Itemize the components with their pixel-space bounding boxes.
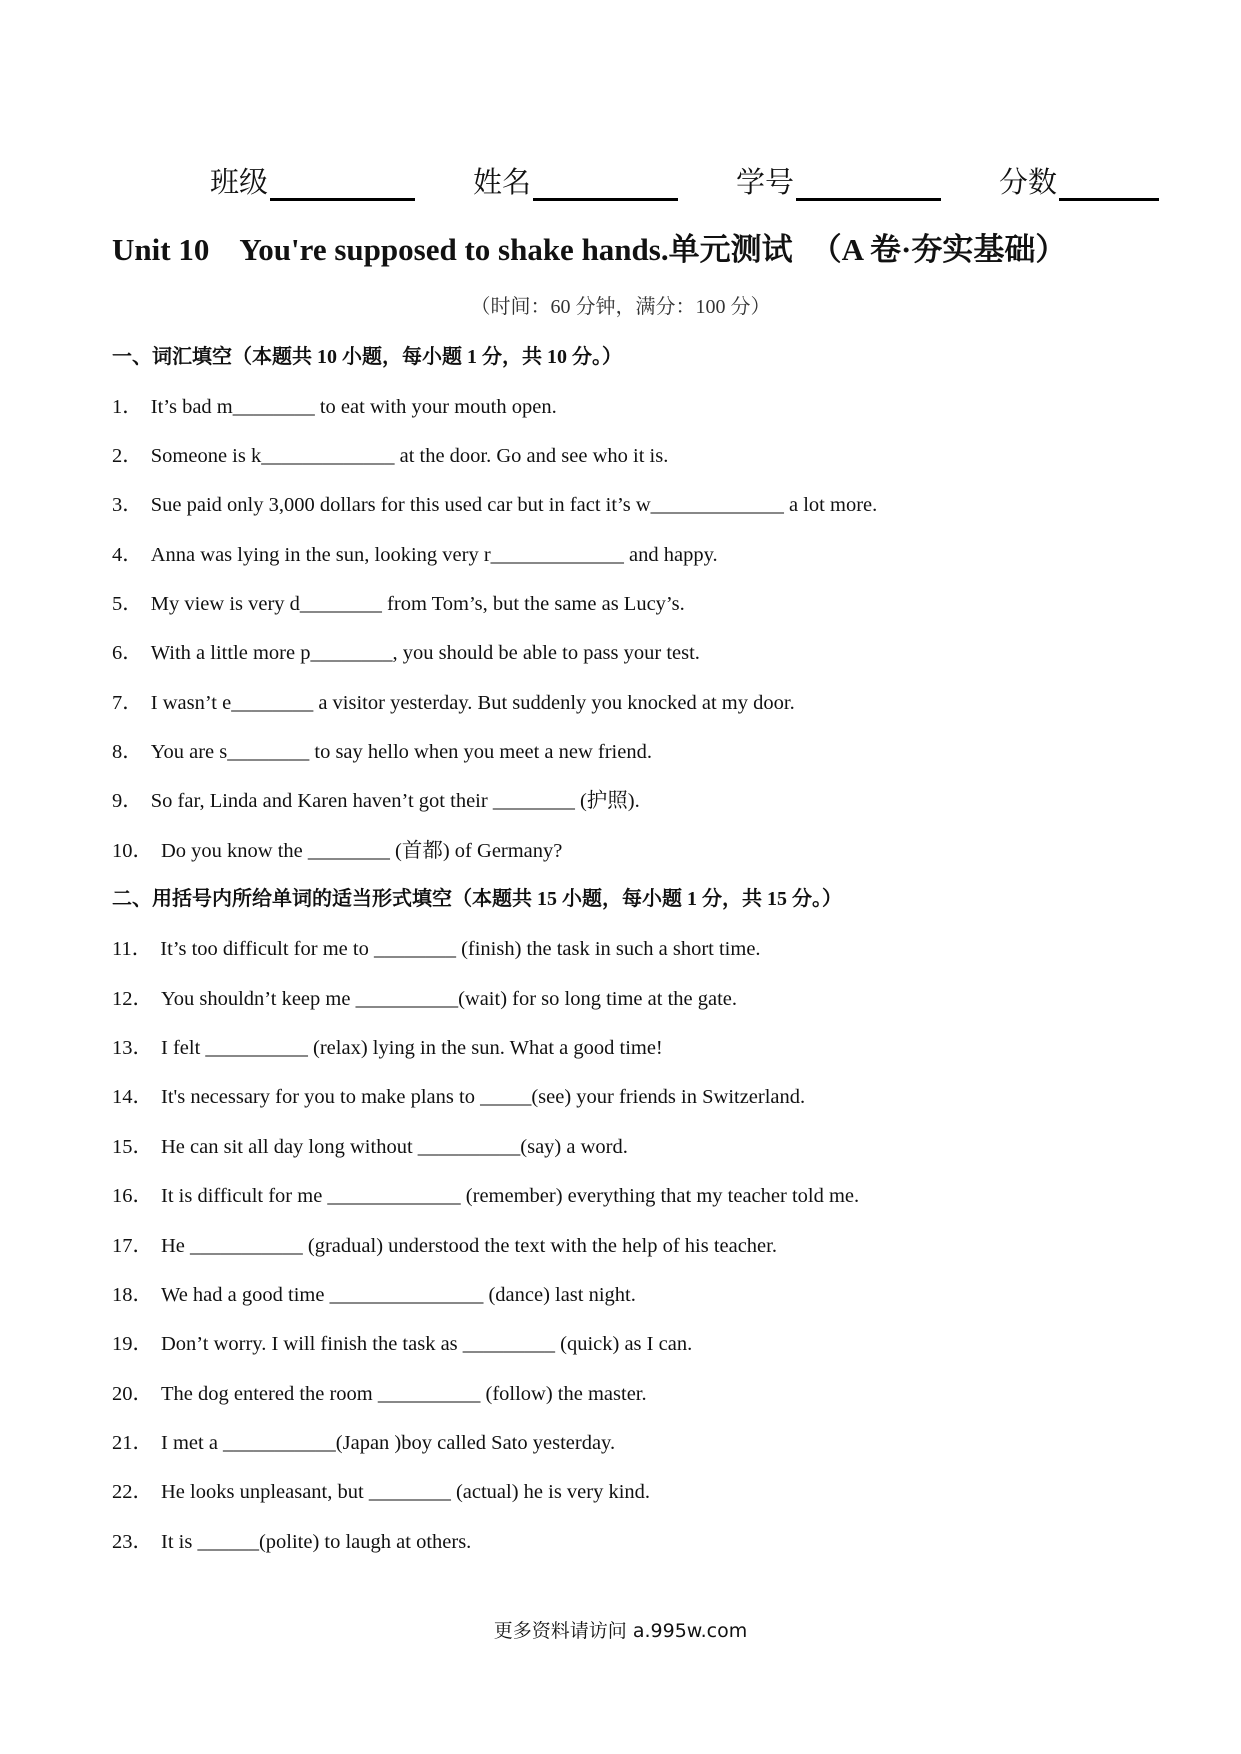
question-item [112,586,685,616]
question-number: 13． [112,1037,153,1059]
question-item [112,1524,471,1554]
question-text: So far, Linda and Karen haven’t got their ________ (护照). [150,790,640,812]
student-id-field[interactable] [736,160,941,201]
question-number: 9． [112,790,143,812]
question-text: You are s________ to say hello when you meet a new friend. [150,741,652,763]
question-text: It is difficult for me _____________ (remember) everything that my teacher told me. [161,1185,860,1207]
question-number: 22． [112,1481,153,1503]
question-text: My view is very d________ from Tom’s, but the same as Lucy’s. [150,593,685,615]
question-text: He can sit all day long without __________(say) a word. [161,1136,628,1158]
question-item [112,537,718,567]
student-id-blank[interactable] [796,168,941,201]
question-item [112,931,761,961]
question-text: Anna was lying in the sun, looking very r_____________ and happy. [150,544,718,566]
question-number: 4． [112,544,143,566]
question-number: 11． [112,938,153,960]
question-item [112,1030,663,1060]
question-number: 18． [112,1284,153,1306]
question-item [112,635,700,665]
question-text: We had a good time _______________ (dance) last night. [161,1284,636,1306]
question-text: It’s too difficult for me to ________ (finish) the task in such a short time. [160,938,761,960]
title-unit: Unit 10 [112,232,210,267]
student-info-row [210,160,1159,201]
student-id-label: 学号 [736,165,795,199]
question-text: I wasn’t e________ a visitor yesterday. But suddenly you knocked at my door. [150,692,795,714]
question-text: It is ______(polite) to laugh at others. [161,1531,472,1553]
question-text: The dog entered the room __________ (follow) the master. [161,1383,647,1405]
question-text: Don’t worry. I will finish the task as _________ (quick) as I can. [161,1333,693,1355]
name-field[interactable] [473,160,678,201]
question-number: 2． [112,445,143,467]
footer-website-link[interactable]: 更多资料请访问 a.995w.com [493,1620,748,1642]
title-test: 单元测试 [668,232,793,267]
question-number: 21． [112,1432,153,1454]
question-text: He looks unpleasant, but ________ (actual) he is very kind. [161,1481,651,1503]
score-blank[interactable] [1059,168,1159,201]
question-item [112,438,668,468]
question-number: 3． [112,494,143,516]
class-field[interactable] [210,160,415,201]
score-field[interactable] [999,160,1159,201]
question-item [112,1376,647,1406]
question-number: 7． [112,692,143,714]
question-text: Do you know the ________ (首都) of Germany? [161,840,563,862]
question-item [112,1277,636,1307]
question-number: 14． [112,1086,153,1108]
title-topic: You're supposed to shake hands. [239,232,669,267]
question-item [112,1129,628,1159]
question-item [112,1425,615,1455]
question-number: 5． [112,593,143,615]
question-item [112,1178,859,1208]
section-heading-vocabulary: 一、词汇填空（本题共 10 小题，每小题 1 分，共 10 分。） [112,346,622,368]
question-item [112,1228,777,1258]
question-text: It's necessary for you to make plans to _____(see) your friends in Switzerland. [161,1086,806,1108]
question-text: Sue paid only 3,000 dollars for this used car but in fact it’s w_____________ a lot more. [150,494,878,516]
question-number: 12． [112,988,153,1010]
question-text: It’s bad m________ to eat with your mouth open. [150,396,557,418]
question-number: 19． [112,1333,153,1355]
class-blank[interactable] [270,168,415,201]
question-item [112,1326,692,1356]
question-number: 1． [112,396,143,418]
question-number: 6． [112,642,143,664]
exam-time-info: （时间：60 分钟，满分：100 分） [470,296,771,318]
question-item [112,833,562,863]
question-number: 20． [112,1383,153,1405]
question-item [112,685,795,715]
question-text: Someone is k_____________ at the door. Go and see who it is. [150,445,669,467]
question-number: 23． [112,1531,153,1553]
question-text: You shouldn’t keep me __________(wait) for so long time at the gate. [161,988,738,1010]
question-item [112,734,652,764]
title-volume: （A 卷·夯实基础） [810,232,1067,267]
question-number: 15． [112,1136,153,1158]
question-item [112,487,877,517]
section-heading-word-forms: 二、用括号内所给单词的适当形式填空（本题共 15 小题，每小题 1 分，共 15 分。） [112,888,842,910]
question-number: 8． [112,741,143,763]
question-text: With a little more p________, you should be able to pass your test. [150,642,700,664]
question-text: I felt __________ (relax) lying in the sun. What a good time! [161,1037,663,1059]
question-number: 10． [112,840,153,862]
page-title [112,224,1066,269]
question-number: 17． [112,1235,153,1257]
question-item [112,1474,650,1504]
question-number: 16． [112,1185,153,1207]
name-blank[interactable] [533,168,678,201]
question-text: He ___________ (gradual) understood the text with the help of his teacher. [161,1235,777,1257]
class-label: 班级 [210,165,269,199]
question-text: I met a ___________(Japan )boy called Sato yesterday. [161,1432,616,1454]
score-label: 分数 [999,165,1058,199]
name-label: 姓名 [473,165,532,199]
question-item [112,981,737,1011]
question-item [112,389,557,419]
question-item [112,1079,805,1109]
question-item [112,783,640,813]
